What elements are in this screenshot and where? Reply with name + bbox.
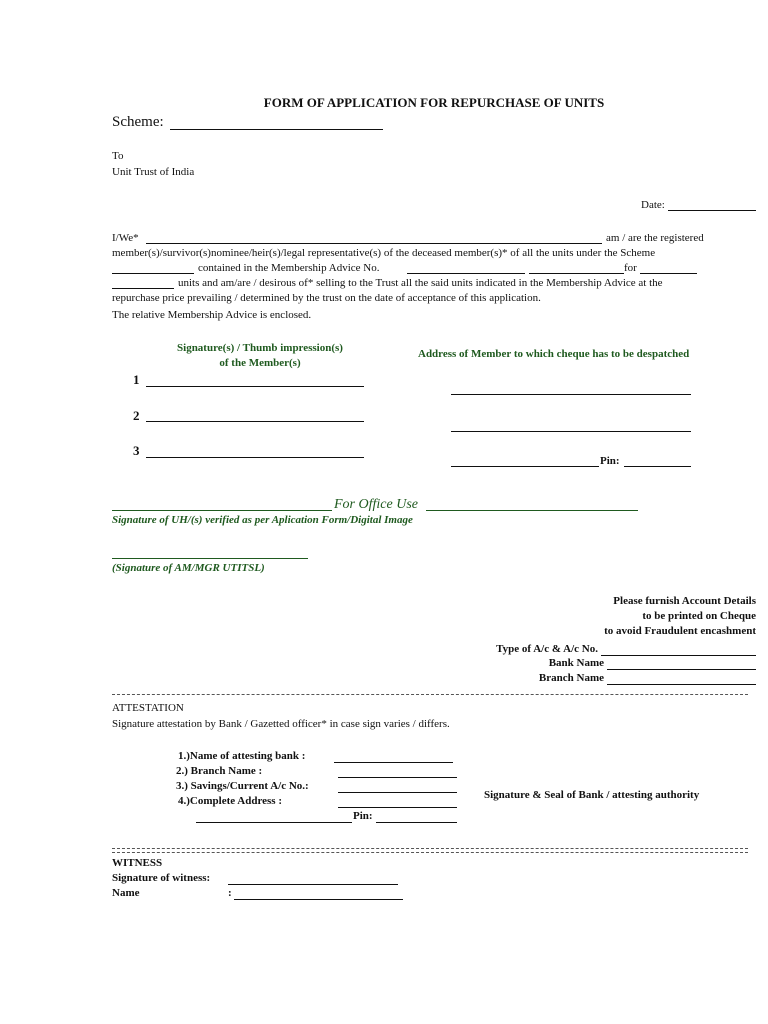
attestation-pin-field[interactable] — [376, 822, 457, 823]
address-field-3[interactable] — [451, 466, 599, 467]
address-field-1[interactable] — [451, 394, 691, 395]
address-heading: Address of Member to which cheque has to be despatched — [418, 348, 690, 360]
witness-name-field[interactable] — [234, 899, 403, 900]
bank-name-label: Bank Name — [548, 657, 604, 669]
attestation-heading: ATTESTATION — [112, 702, 184, 714]
date-field[interactable] — [668, 210, 756, 211]
am-signature-field[interactable] — [112, 558, 308, 559]
signature-number: 2 — [133, 408, 140, 423]
attesting-branch-field[interactable] — [338, 777, 457, 778]
branch-name-field[interactable] — [607, 684, 756, 685]
body-line6: The relative Membership Advice is enclosed. — [112, 309, 312, 321]
am-signature-caption: (Signature of AM/MGR UTITSL) — [112, 562, 265, 574]
witness-name-colon: : — [228, 887, 232, 899]
scheme-name-field[interactable] — [112, 273, 194, 274]
scheme-label: Scheme: — [112, 114, 164, 130]
body-line5: repurchase price prevailing / determined by the trust on the date of acceptance of this application. — [112, 292, 541, 304]
witness-signature-field[interactable] — [228, 884, 398, 885]
body-line4: units and am/are / desirous of* selling to the Trust all the said units indicated in the Membership Advice at the — [178, 277, 663, 289]
witness-signature-label: Signature of witness: — [112, 872, 211, 884]
signature-heading-1: Signature(s) / Thumb impression(s) — [177, 342, 343, 354]
body-line1-prefix: I/We* — [112, 232, 139, 244]
office-use-rule-left — [112, 510, 332, 511]
scheme-field[interactable] — [170, 129, 383, 130]
account-note-1: Please furnish Account Details — [613, 595, 756, 607]
attesting-bank-field[interactable] — [334, 762, 453, 763]
address-pin-field[interactable] — [624, 466, 691, 467]
membership-advice-no-field[interactable] — [407, 273, 525, 274]
body-line2: member(s)/survivor(s)nominee/heir(s)/legal representative(s) of the deceased member(s)* of all the units under the Scheme — [112, 247, 656, 259]
witness-heading: WITNESS — [112, 857, 163, 869]
signature-field-1[interactable] — [146, 386, 364, 387]
attestation-item: 3.) Savings/Current A/c No.: — [176, 780, 309, 792]
account-type-field[interactable] — [601, 655, 756, 656]
office-use-rule-right — [426, 510, 638, 511]
attestation-item: 2.) Branch Name : — [176, 765, 263, 777]
address-field-2[interactable] — [451, 431, 691, 432]
units-count-field[interactable] — [640, 273, 697, 274]
attesting-account-field[interactable] — [338, 792, 457, 793]
divider — [112, 852, 748, 853]
account-note-2: to be printed on Cheque — [642, 610, 756, 622]
signature-field-3[interactable] — [146, 457, 364, 458]
applicant-name-field[interactable] — [146, 243, 602, 244]
signature-number: 1 — [133, 372, 140, 387]
membership-advice-date-field[interactable] — [529, 273, 624, 274]
branch-name-label: Branch Name — [538, 672, 604, 684]
attestation-item: 1.)Name of attesting bank : — [178, 750, 306, 762]
body-line3-for: for — [624, 262, 637, 274]
seal-caption: Signature & Seal of Bank / attesting authority — [484, 789, 700, 801]
account-type-label: Type of A/c & A/c No. — [496, 643, 598, 655]
attestation-note: Signature attestation by Bank / Gazetted officer* in case sign varies / differs. — [112, 718, 450, 730]
body-line1-suffix: am / are the registered — [606, 232, 704, 244]
addressee: Unit Trust of India — [112, 166, 195, 178]
attestation-pin-label: Pin: — [353, 810, 373, 822]
attesting-address-field-2[interactable] — [196, 822, 352, 823]
office-use-heading: For Office Use — [334, 497, 418, 512]
bank-name-field[interactable] — [607, 669, 756, 670]
witness-name-label: Name — [112, 887, 140, 899]
attestation-item: 4.)Complete Address : — [178, 795, 282, 807]
signature-field-2[interactable] — [146, 421, 364, 422]
signature-heading-2: of the Member(s) — [219, 357, 301, 369]
uh-signature-caption: Signature of UH/(s) verified as per Aplication Form/Digital Image — [112, 514, 413, 526]
body-line3-mid: contained in the Membership Advice No. — [198, 262, 380, 274]
attesting-address-field[interactable] — [338, 807, 457, 808]
account-note-3: to avoid Fraudulent encashment — [604, 625, 756, 637]
divider — [112, 694, 748, 695]
divider — [112, 848, 748, 849]
to-label: To — [112, 150, 124, 162]
units-words-field[interactable] — [112, 288, 174, 289]
signature-number: 3 — [133, 443, 140, 458]
page-title: FORM OF APPLICATION FOR REPURCHASE OF UNITS — [263, 95, 605, 110]
address-pin-label: Pin: — [600, 455, 620, 467]
date-label: Date: — [641, 199, 665, 211]
